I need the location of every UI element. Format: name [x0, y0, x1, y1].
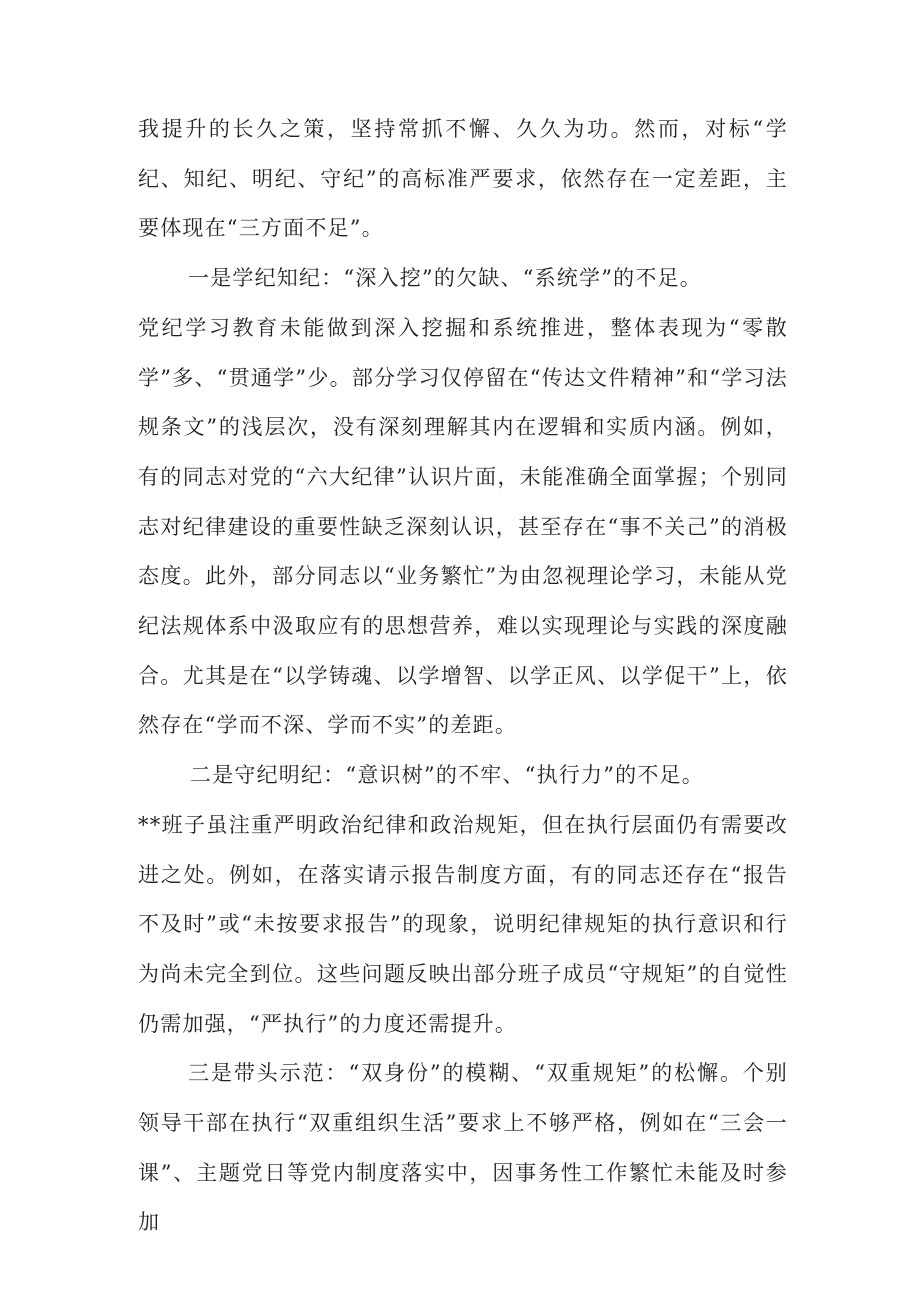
- document-body: [138, 105, 788, 1248]
- section-heading-1: 一是学纪知纪：“深入挖”的欠缺、“系统学”的不足。: [188, 266, 702, 291]
- paragraph-lead-by-example: 三是带头示范：“双身份”的模糊、“双重规矩”的松懈。个别领导干部在执行“双重组织生活”要求上不够严格，例如在“三会一课”、主题党日等党内制度落实中，因事务性工作繁忙未能及时参加: [138, 1061, 788, 1235]
- paragraph-study-discipline: 党纪学习教育未能做到深入挖掘和系统推进，整体表现为“零散学”多、“贯通学”少。部分学习仅停留在“传达文件精神”和“学习法规条文”的浅层次，没有深刻理解其内在逻辑和实质内涵。例如，有的同志对党的“六大纪律”认识片面，未能准确全面掌握；个别同志对纪律建设的重要性缺乏深刻认识，甚至存在“事不关己”的消极态度。此外，部分同志以“业务繁忙”为由忽视理论学习，未能从党纪法规体系中汲取应有的思想营养，难以实现理论与实践的深度融合。尤其是在“以学铸魂、以学增智、以学正风、以学促干”上，依然存在“学而不深、学而不实”的差距。: [138, 315, 788, 738]
- paragraph-continuation: 我提升的长久之策，坚持常抓不懈、久久为功。然而，对标“学纪、知纪、明纪、守纪”的高标准严要求，依然存在一定差距，主要体现在“三方面不足”。: [138, 117, 788, 241]
- paragraph-observe-discipline: **班子虽注重严明政治纪律和政治规矩，但在执行层面仍有需要改进之处。例如，在落实请示报告制度方面，有的同志还存在“报告不及时”或“未按要求报告”的现象，说明纪律规矩的执行意识和行为尚未完全到位。这些问题反映出部分班子成员“守规矩”的自觉性仍需加强，“严执行”的力度还需提升。: [138, 812, 788, 1036]
- section-heading-2: 二是守纪明纪：“意识树”的不牢、“执行力”的不足。: [190, 763, 704, 788]
